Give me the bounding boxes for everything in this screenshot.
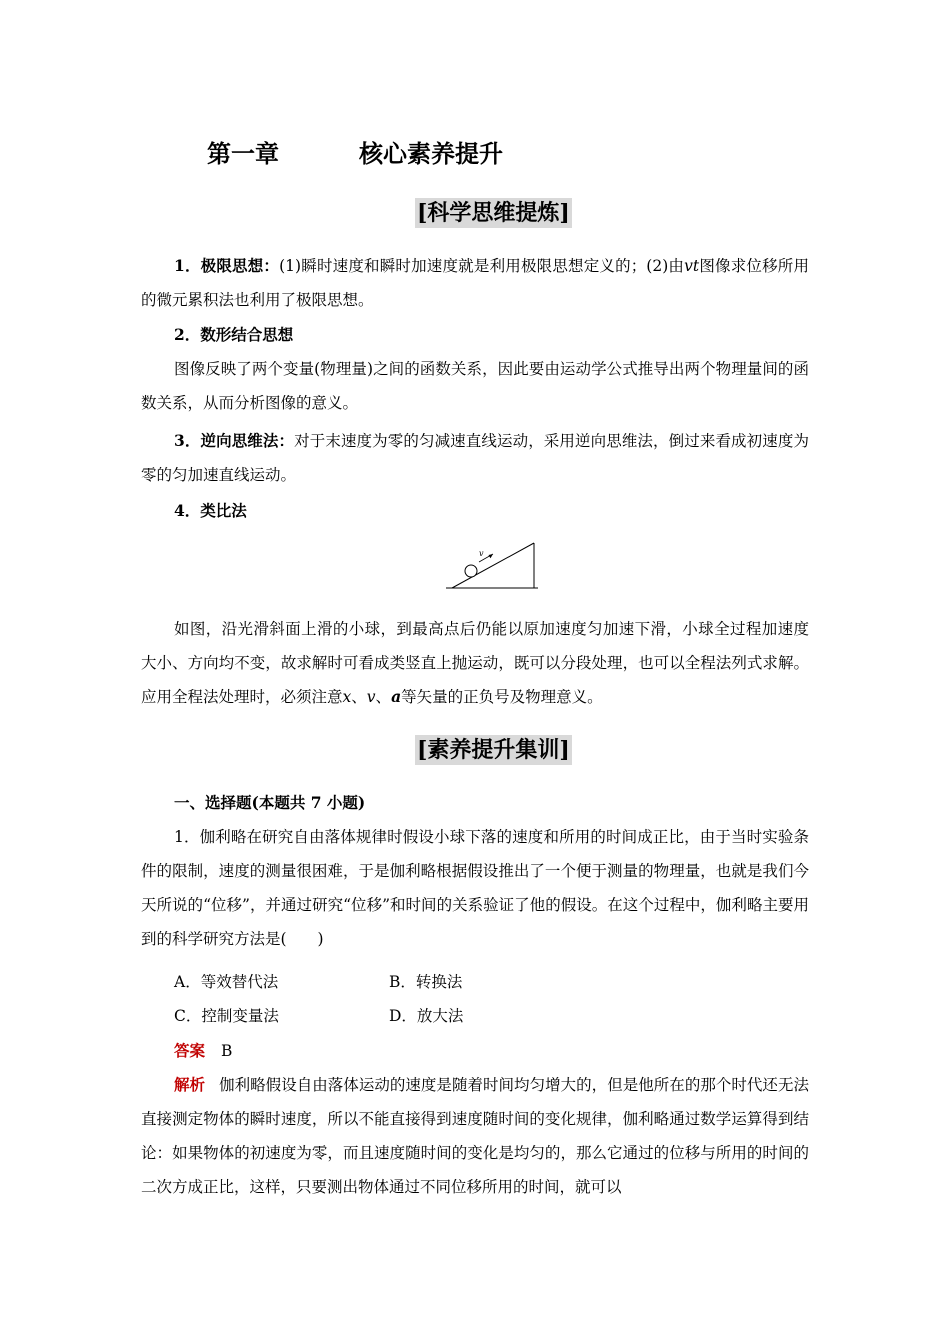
var-vt: vt	[684, 257, 700, 275]
analysis-label: 解析	[174, 1075, 206, 1094]
item-shape-number-text: 图像反映了两个变量(物理量)之间的函数关系，因此要由运动学公式推导出两个物理量间的函数关系，从而分析图像的意义。	[141, 360, 809, 412]
analysis-paragraph	[141, 1068, 809, 1204]
item-text: 对于末速度为零的匀减速直线运动，采用逆向思维法，倒过来看成初速度为零的匀加速直线运动。	[141, 432, 809, 484]
incline-slope	[452, 543, 534, 588]
section-heading-training: [素养提升集训]	[417, 737, 570, 763]
option-a: A．等效替代法	[174, 973, 279, 991]
var-x: x	[342, 688, 352, 706]
item-label-shape-number: 2．数形结合思想	[174, 325, 294, 344]
analysis-text: 伽利略假设自由落体运动的速度是随着时间均匀增大的，但是他所在的那个时代还无法直接测定物体的瞬时速度，所以不能直接得到速度随时间的变化规律，伽利略通过数学运算得到结论：如果物体的初速度为零，而且速度随时间的变化是均匀的，那么它通过的位移与所用的时间的二次方成正比，这样，只要测出物体通过不同位移所用的时间，就可以	[141, 1076, 809, 1196]
chapter-title	[207, 134, 503, 169]
answer-line	[174, 1034, 232, 1068]
separator: 、	[375, 688, 392, 706]
item-text: 如图，沿光滑斜面上滑的小球，到最高点后仍能以原加速度匀加速下滑，小球全过程加速度大小、方向均不变，故求解时可看成类竖直上抛运动，既可以分段处理，也可以全程法列式求解。应用全程法处理时，必须注意	[141, 620, 809, 706]
item-limit-thinking	[141, 249, 809, 317]
chapter-name: 核心素养提升	[359, 139, 503, 168]
item-text: 图像求位移所用的微元累积法也利用了极限思想。	[141, 257, 809, 309]
answer-label: 答案	[174, 1041, 206, 1060]
part-title: 一、选择题(本题共 7 小题)	[174, 793, 366, 812]
ball	[465, 565, 477, 577]
option-c: C．控制变量法	[174, 1007, 279, 1025]
item-label: 1．极限思想：	[174, 256, 280, 275]
item-text: 等矢量的正负号及物理意义。	[401, 688, 603, 706]
chapter-label: 第一章	[207, 139, 279, 168]
velocity-label: v	[479, 549, 484, 558]
item-text: (1)瞬时速度和瞬时加速度就是利用极限思想定义的；(2)由	[279, 257, 685, 275]
answer-value: B	[221, 1042, 233, 1060]
item-label-analogy: 4．类比法	[174, 501, 247, 520]
incline-figure	[444, 540, 540, 592]
separator: 、	[351, 688, 367, 706]
var-v: v	[366, 688, 376, 706]
item-label: 3．逆向思维法：	[174, 431, 295, 450]
section-heading-thinking: [科学思维提炼]	[417, 200, 570, 226]
option-d: D．放大法	[389, 1007, 464, 1025]
option-b: B．转换法	[389, 973, 463, 991]
question-1-stem: 1．伽利略在研究自由落体规律时假设小球下落的速度和所用的时间成正比，由于当时实验条件的限制，速度的测量很困难，于是伽利略根据假设推出了一个便于测量的物理量，也就是我们今天所说的“位移”，并通过研究“位移”和时间的关系验证了他的假设。在这个过程中，伽利略主要用到的科学研究方法是( )	[141, 828, 809, 948]
item-analogy-text	[141, 612, 809, 714]
item-reverse-thinking	[141, 424, 809, 492]
var-a: a	[391, 687, 402, 706]
